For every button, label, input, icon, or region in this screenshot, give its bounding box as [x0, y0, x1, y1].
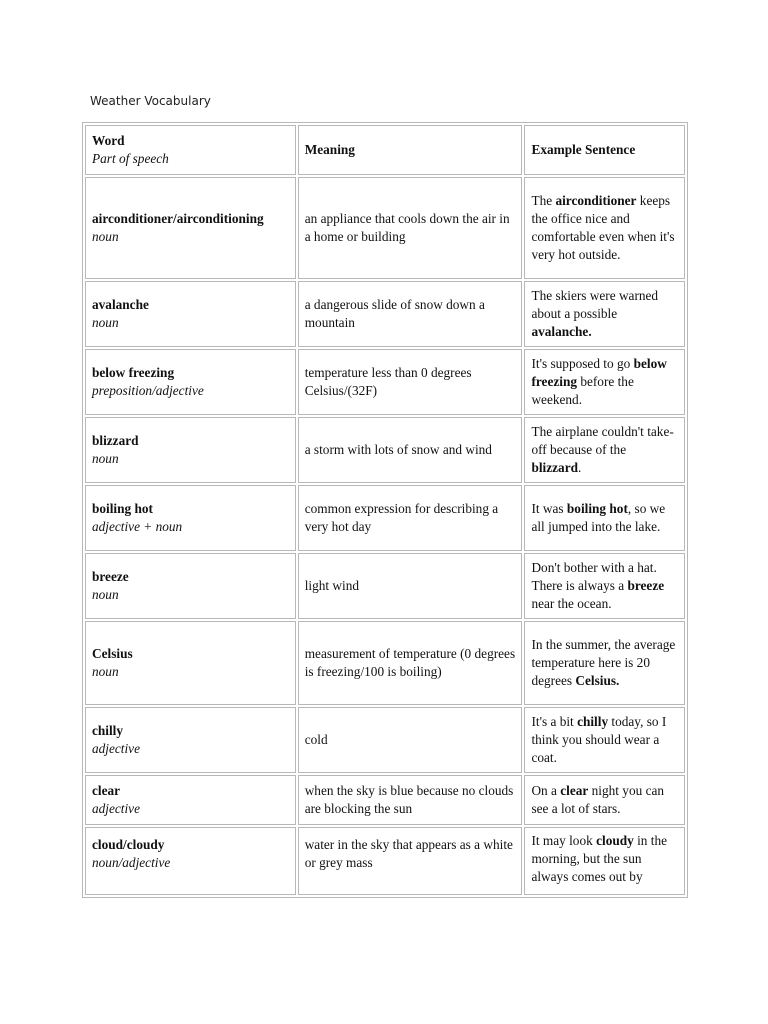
table-row [85, 417, 685, 483]
word: airconditioner/airconditioning [92, 211, 264, 226]
part-of-speech: adjective + noun [92, 519, 183, 534]
header-meaning-cell [298, 125, 523, 175]
header-word: Word [92, 133, 125, 148]
example-cell [524, 707, 685, 773]
table-row [85, 827, 685, 895]
meaning-cell: water in the sky that appears as a white or grey mass [298, 827, 523, 895]
example-cell [524, 349, 685, 415]
example-text: . [578, 460, 582, 475]
example-keyword: boiling hot [566, 501, 628, 516]
table-row [85, 349, 685, 415]
example-cell [524, 827, 685, 895]
meaning-cell: temperature less than 0 degrees Celsius/(32F) [298, 349, 523, 415]
part-of-speech: noun [92, 451, 119, 466]
word: clear [92, 783, 121, 798]
meaning-cell: a storm with lots of snow and wind [298, 417, 523, 483]
example-text: It was [531, 501, 567, 516]
part-of-speech: noun [92, 315, 119, 330]
meaning-cell: a dangerous slide of snow down a mountain [298, 281, 523, 347]
word-cell [85, 281, 296, 347]
example-text: before the weekend. [531, 374, 634, 407]
table-row [85, 775, 685, 825]
meaning-cell: common expression for describing a very hot day [298, 485, 523, 551]
document-title: Weather Vocabulary [90, 94, 211, 108]
table-row [85, 553, 685, 619]
word: boiling hot [92, 501, 153, 516]
word: blizzard [92, 433, 139, 448]
word: below freezing [92, 365, 175, 380]
example-text: It may look [531, 833, 597, 848]
example-text: The airplane couldn't take-off because of the [531, 424, 674, 457]
example-cell [524, 553, 685, 619]
word-cell [85, 417, 296, 483]
header-example-cell [524, 125, 685, 175]
word-cell [85, 775, 296, 825]
word-cell [85, 485, 296, 551]
part-of-speech: adjective [92, 801, 140, 816]
header-word-cell [85, 125, 296, 175]
header-part-of-speech: Part of speech [92, 151, 169, 166]
example-text: It's a bit [531, 714, 578, 729]
example-cell [524, 485, 685, 551]
example-text: keeps the office nice and comfortable even when it's very hot outside. [531, 193, 675, 262]
meaning-cell: when the sky is blue because no clouds are blocking the sun [298, 775, 523, 825]
meaning-cell: light wind [298, 553, 523, 619]
word: cloud/cloudy [92, 837, 165, 852]
example-keyword: airconditioner [555, 193, 637, 208]
part-of-speech: noun [92, 587, 119, 602]
example-text: In the summer, the average temperature here is 20 degrees [531, 637, 676, 688]
word: Celsius [92, 646, 133, 661]
table-row [85, 281, 685, 347]
example-text: today, so I think you should wear a coat. [531, 714, 667, 765]
example-text: in the morning, but the sun always comes out by [531, 833, 668, 884]
table-row [85, 621, 685, 705]
example-keyword: avalanche. [531, 324, 592, 339]
example-cell [524, 621, 685, 705]
part-of-speech: noun/adjective [92, 855, 171, 870]
example-text: The [531, 193, 556, 208]
word-cell [85, 553, 296, 619]
example-keyword: breeze [627, 578, 665, 593]
table-header-row [85, 125, 685, 175]
part-of-speech: preposition/adjective [92, 383, 204, 398]
table-row [85, 485, 685, 551]
example-text: Don't bother with a hat. There is always a [531, 560, 657, 593]
example-keyword: clear [560, 783, 589, 798]
part-of-speech: noun [92, 664, 119, 679]
meaning-cell: cold [298, 707, 523, 773]
table-row [85, 707, 685, 773]
example-cell [524, 417, 685, 483]
word-cell [85, 349, 296, 415]
example-text: On a [531, 783, 561, 798]
word: breeze [92, 569, 129, 584]
example-text: It's supposed to go [531, 356, 634, 371]
example-text: The skiers were warned about a possible [531, 288, 659, 321]
header-meaning: Meaning [304, 142, 355, 157]
example-keyword: Celsius. [575, 673, 620, 688]
meaning-cell: measurement of temperature (0 degrees is freezing/100 is boiling) [298, 621, 523, 705]
example-keyword: below freezing [531, 356, 667, 389]
example-keyword: cloudy [596, 833, 634, 848]
header-example: Example Sentence [531, 142, 636, 157]
example-cell [524, 177, 685, 279]
word-cell [85, 827, 296, 895]
example-text: , so we all jumped into the lake. [531, 501, 666, 534]
example-text: night you can see a lot of stars. [531, 783, 665, 816]
word-cell [85, 177, 296, 279]
vocabulary-table [82, 122, 688, 898]
example-cell [524, 281, 685, 347]
meaning-cell: an appliance that cools down the air in a home or building [298, 177, 523, 279]
part-of-speech: noun [92, 229, 119, 244]
word: chilly [92, 723, 124, 738]
table-row [85, 177, 685, 279]
word: avalanche [92, 297, 149, 312]
example-keyword: chilly [577, 714, 609, 729]
example-keyword: blizzard [531, 460, 578, 475]
word-cell [85, 707, 296, 773]
part-of-speech: adjective [92, 741, 140, 756]
example-cell [524, 775, 685, 825]
example-text: near the ocean. [531, 596, 612, 611]
word-cell [85, 621, 296, 705]
